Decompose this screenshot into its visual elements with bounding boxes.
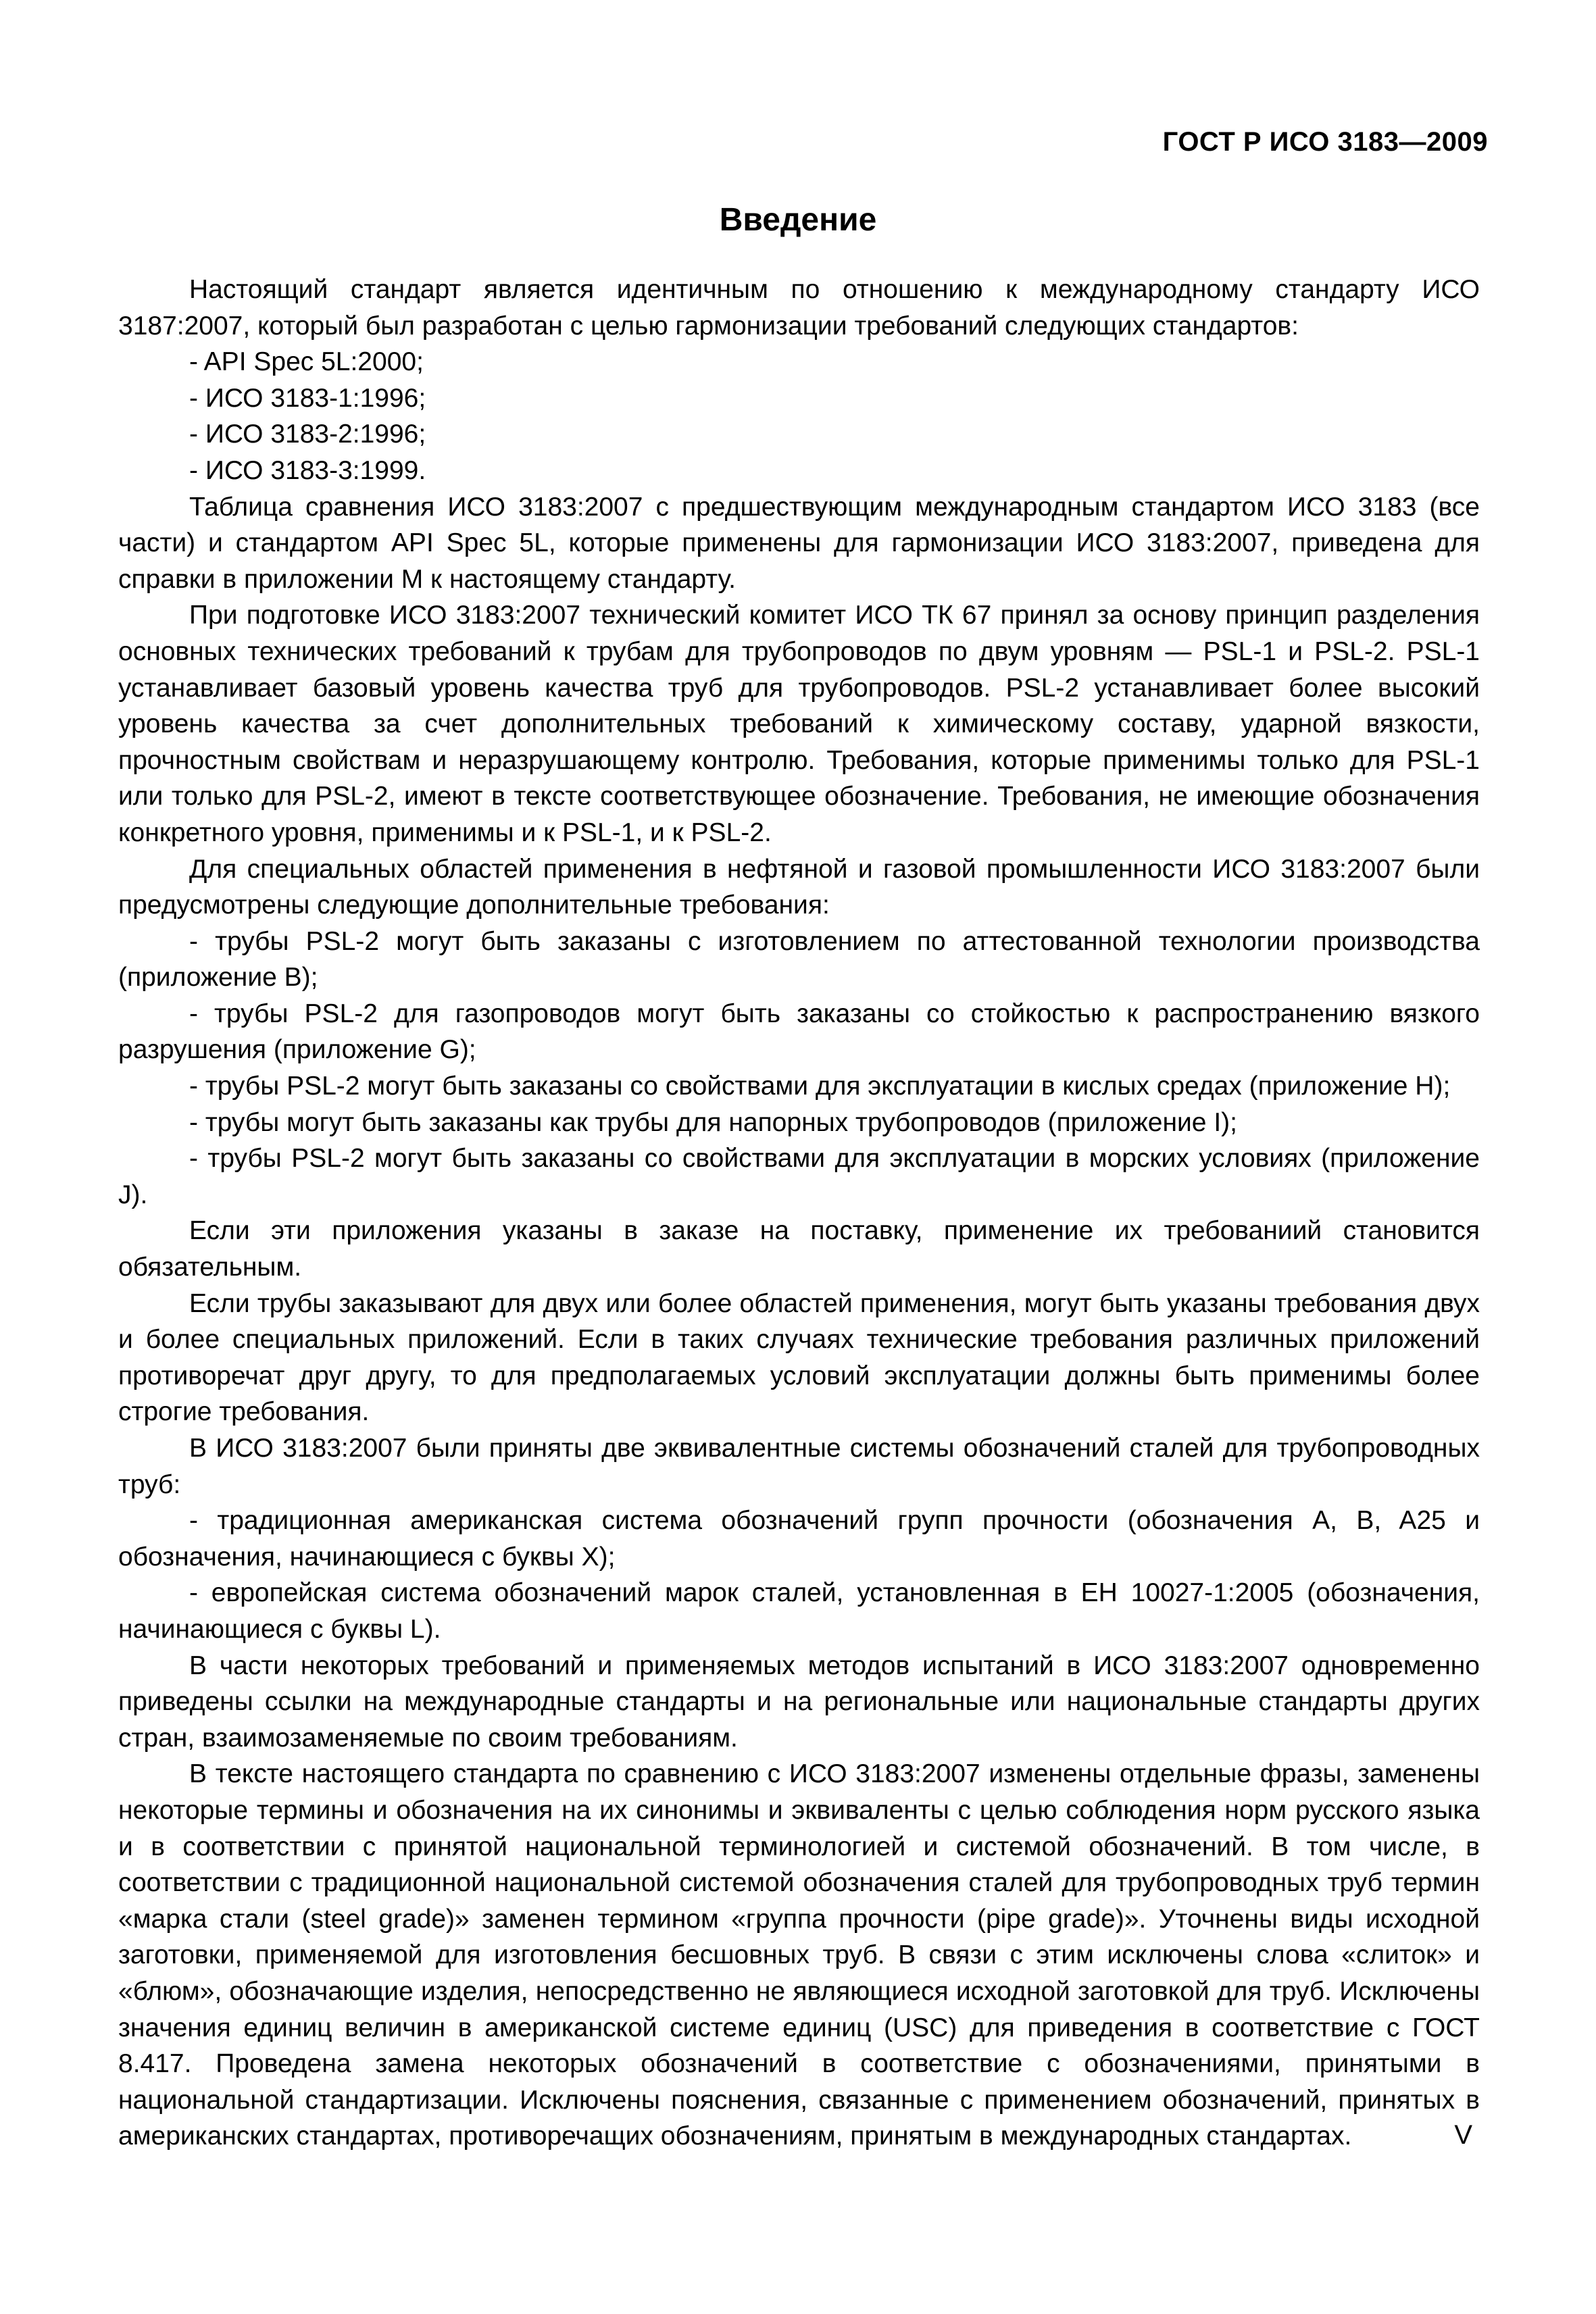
list-item: - трубы PSL-2 могут быть заказаны со свойствами для эксплуатации в морских условиях (приложение J). [118,1144,1480,1209]
list-item: - трубы PSL-2 могут быть заказаны с изготовлением по аттестованной технологии производства (приложение В); [118,926,1480,992]
paragraph: Настоящий стандарт является идентичным по отношению к международному стандарту ИСО 3187:2007, который был разработан с целью гармонизации требований следующих стандартов: [118,275,1480,341]
list-item: - ИСО 3183-3:1999. [189,455,426,485]
paragraph: Если эти приложения указаны в заказе на поставку, применение их требованиий становится обязательным. [118,1216,1480,1282]
list-item: - трубы PSL-2 могут быть заказаны со свойствами для эксплуатации в кислых средах (приложение H); [189,1072,1451,1101]
paragraph: В тексте настоящего стандарта по сравнению с ИСО 3183:2007 изменены отдельные фразы, заменены некоторые термины и обозначения на их синонимы и эквиваленты с целью соблюдения норм русского языка и в соответствии с принятой национальной терминологией и системой обозначений. В том числе, в соответствии с традиционной национальной системой обозначения сталей для трубопроводных труб термин «марка стали (steel grade)» заменен термином «группа прочности (pipe grade)». Уточнены виды исходной заготовки, применяемой для изготовления бесшовных труб. В связи с этим исключены слова «слиток» и «блюм», обозначающие изделия, непосредственно не являющиеся исходной заготовкой для труб. Исключены значения единиц величин в американской системе единиц (USC) для приведения в соответствие с ГОСТ 8.417. Проведена замена некоторых обозначений в соответствие с обозначениями, принятыми в национальной стандартизации. Исключены пояснения, связанные с применением обозначений, принятых в американских стандартах, противоречащих обозначениям, принятым в международных стандартах. [118,1759,1480,2151]
paragraph: Для специальных областей применения в нефтяной и газовой промышленности ИСО 3183:2007 были предусмотрены следующие дополнительные требования: [118,854,1480,920]
document-code: ГОСТ Р ИСО 3183—2009 [1162,127,1488,157]
paragraph: В ИСО 3183:2007 были приняты две эквивалентные системы обозначений сталей для трубопроводных труб: [118,1434,1480,1499]
page-number: V [1454,2120,1472,2150]
list-item: - трубы могут быть заказаны как трубы для напорных трубопроводов (приложение I); [189,1107,1237,1137]
list-item: - традиционная американская система обозначений групп прочности (обозначения A, B, A25 и обозначения, начинающиеся с буквы X); [118,1506,1480,1571]
paragraph: Таблица сравнения ИСО 3183:2007 с предшествующим международным стандартом ИСО 3183 (все части) и стандартом API Spec 5L, которые применены для гармонизации ИСО 3183:2007, приведена для справки в приложении M к настоящему стандарту. [118,492,1480,594]
list-item: - API Spec 5L:2000; [189,347,424,377]
paragraph: Если трубы заказывают для двух или более областей применения, могут быть указаны требования двух и более специальных приложений. Если в таких случаях технические требования различных приложений противоречат друг другу, то для предполагаемых условий эксплуатации должны быть применимы более строгие требования. [118,1288,1480,1427]
list-item: - трубы PSL-2 для газопроводов могут быть заказаны со стойкостью к распространению вязкого разрушения (приложение G); [118,999,1480,1065]
paragraph: В части некоторых требований и применяемых методов испытаний в ИСО 3183:2007 одновременно приведены ссылки на международные стандарты и на региональные или национальные стандарты других стран, взаимозаменяемые по своим требованиям. [118,1651,1480,1753]
list-item: - ИСО 3183-2:1996; [189,420,426,449]
list-item: - европейская система обозначений марок сталей, установленная в ЕН 10027-1:2005 (обозначения, начинающиеся с буквы L). [118,1578,1480,1644]
list-item: - ИСО 3183-1:1996; [189,383,426,413]
section-title: Введение [719,202,877,238]
body-text [118,272,1480,2155]
paragraph: При подготовке ИСО 3183:2007 технический комитет ИСО ТК 67 принял за основу принцип разделения основных технических требований к трубам для трубопроводов по двум уровням — PSL-1 и PSL-2. PSL-1 устанавливает базовый уровень качества труб для трубопроводов. PSL-2 устанавливает более высокий уровень качества за счет дополнительных требований к химическому составу, ударной вязкости, прочностным свойствам и неразрушающему контролю. Требования, которые применимы только для PSL-1 или только для PSL-2, имеют в тексте соответствующее обозначение. Требования, не имеющие обозначения конкретного уровня, применимы и к PSL-1, и к PSL-2. [118,601,1480,847]
